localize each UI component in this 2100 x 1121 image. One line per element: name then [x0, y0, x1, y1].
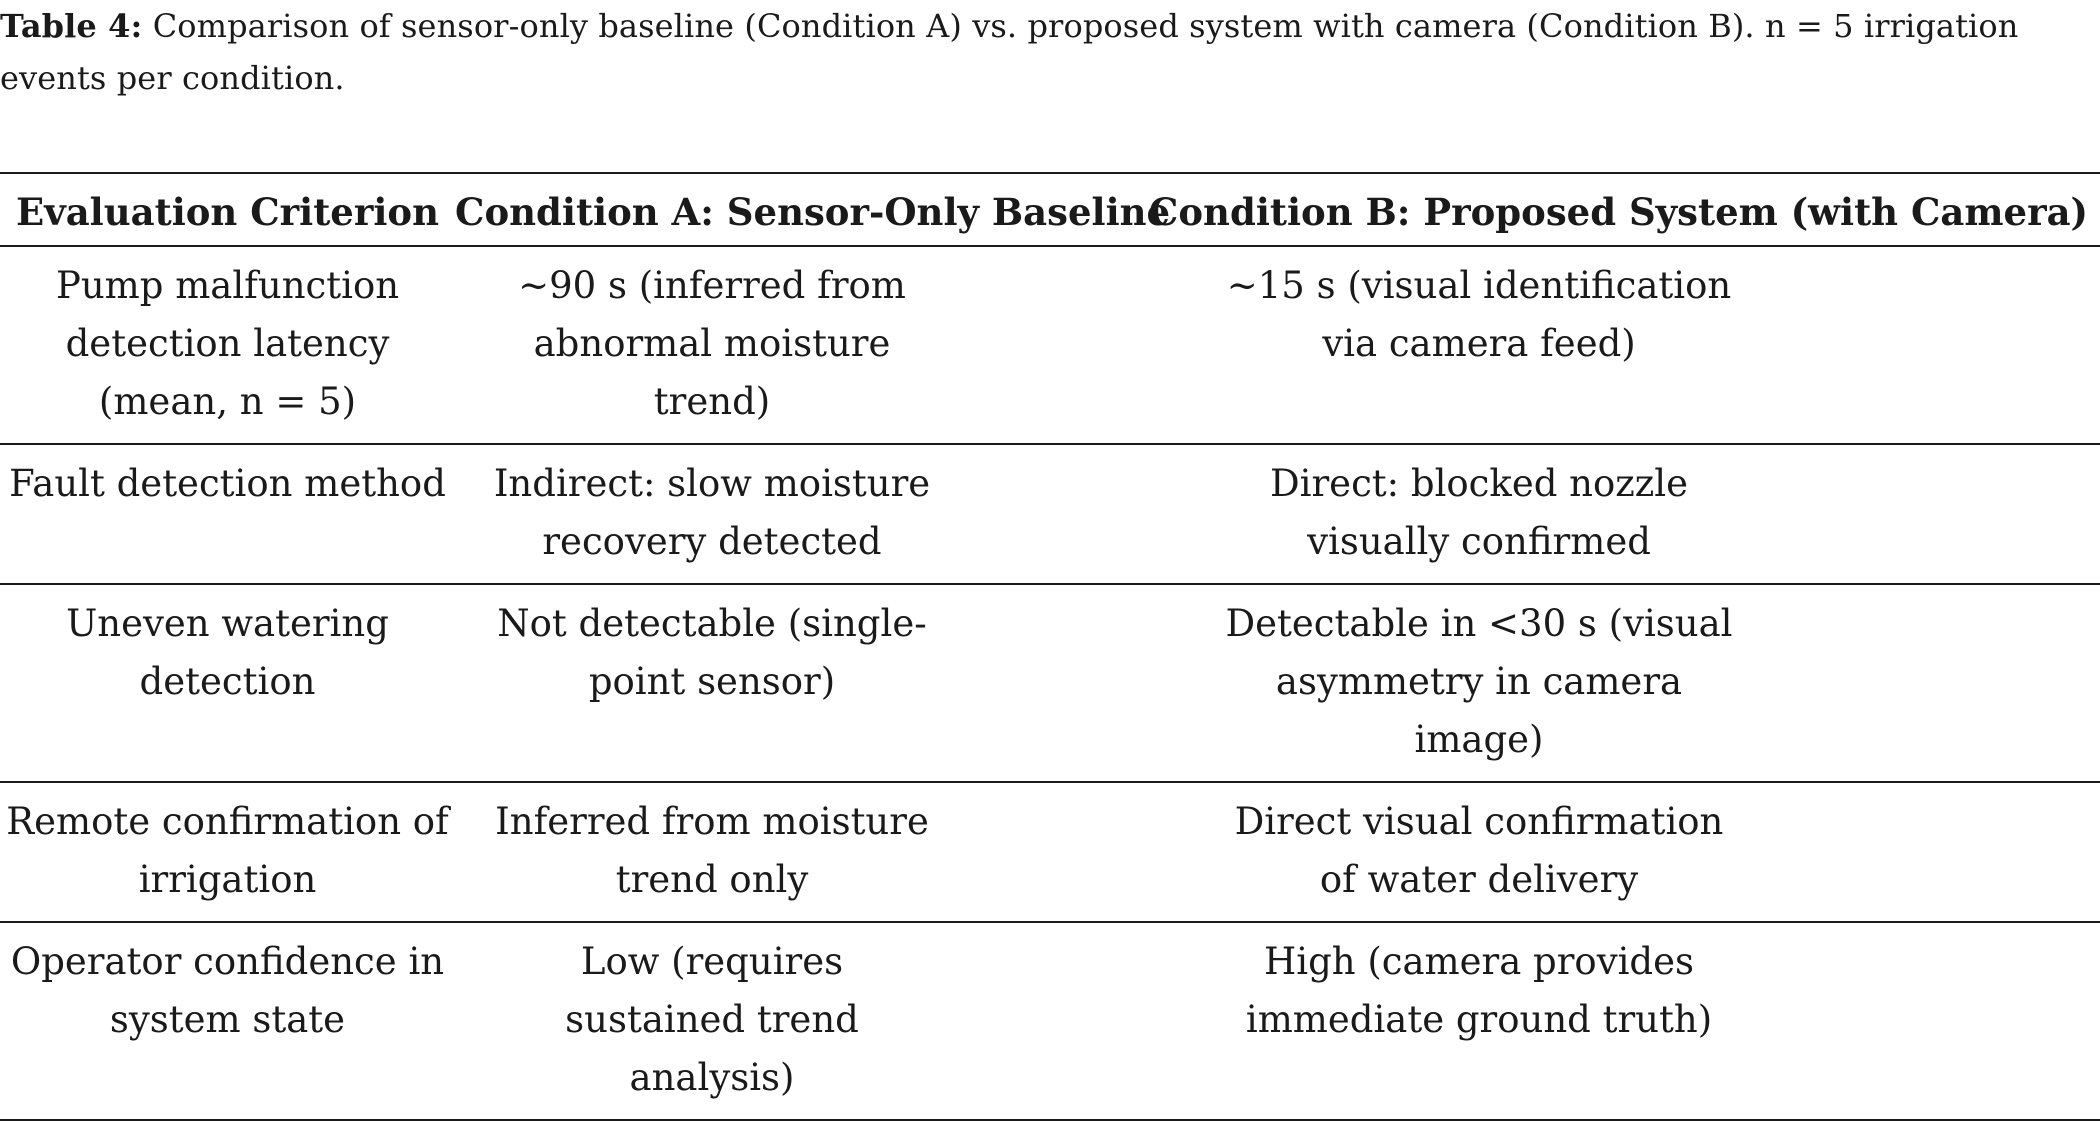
- condition-a-cell: [455, 922, 1137, 1120]
- header-evaluation-criterion: Evaluation Criterion: [16, 190, 439, 234]
- table-row: [0, 246, 2100, 444]
- table-row: [0, 444, 2100, 584]
- comparison-table: [0, 172, 2100, 1121]
- header-condition-b: Condition B: Proposed System (with Camera): [1148, 190, 2089, 234]
- criterion-text: Fault detection method: [9, 462, 446, 505]
- criterion-text: Operator confidence in system state: [10, 940, 445, 1041]
- condition-b-text: Direct visual confirmation of water delivery: [1234, 800, 1724, 901]
- condition-b-cell: [1137, 922, 2100, 1120]
- table-header-row: [0, 173, 2100, 246]
- criterion-cell: [0, 922, 455, 1120]
- condition-b-cell: [1137, 444, 2100, 584]
- table-row: [0, 782, 2100, 922]
- condition-a-text: Inferred from moisture trend only: [495, 800, 929, 901]
- condition-b-cell: [1137, 584, 2100, 782]
- condition-b-text: Direct: blocked nozzle visually confirmed: [1269, 462, 1688, 563]
- condition-b-text: High (camera provides immediate ground truth): [1245, 940, 1713, 1041]
- condition-a-text: Low (requires sustained trend analysis): [565, 940, 859, 1099]
- condition-a-text: ~90 s (inferred from abnormal moisture trend): [518, 264, 906, 423]
- condition-b-text: Detectable in <30 s (visual asymmetry in camera image): [1225, 602, 1733, 761]
- criterion-text: Uneven watering detection: [66, 602, 389, 703]
- condition-a-text: Not detectable (single-point sensor): [497, 602, 927, 703]
- condition-a-cell: [455, 444, 1137, 584]
- table-caption: [0, 0, 2070, 104]
- condition-b-cell: [1137, 782, 2100, 922]
- condition-a-cell: [455, 782, 1137, 922]
- condition-a-text: Indirect: slow moisture recovery detected: [493, 462, 931, 563]
- condition-b-text: ~15 s (visual identification via camera feed): [1226, 264, 1732, 365]
- header-condition-a: Condition A: Sensor-Only Baseline: [455, 190, 1171, 234]
- table-row: [0, 922, 2100, 1120]
- table-caption-text: Comparison of sensor-only baseline (Condition A) vs. proposed system with camera (Condition B). n = 5 irrigation events per condition.: [0, 7, 2019, 97]
- condition-b-cell: [1137, 246, 2100, 444]
- condition-a-cell: [455, 584, 1137, 782]
- table-caption-label: Table 4:: [0, 7, 143, 45]
- criterion-text: Remote confirmation of irrigation: [6, 800, 449, 901]
- condition-a-cell: [455, 246, 1137, 444]
- criterion-cell: [0, 782, 455, 922]
- criterion-text: Pump malfunction detection latency (mean, n = 5): [55, 264, 400, 423]
- criterion-cell: [0, 584, 455, 782]
- criterion-cell: [0, 444, 455, 584]
- criterion-cell: [0, 246, 455, 444]
- table-row: [0, 584, 2100, 782]
